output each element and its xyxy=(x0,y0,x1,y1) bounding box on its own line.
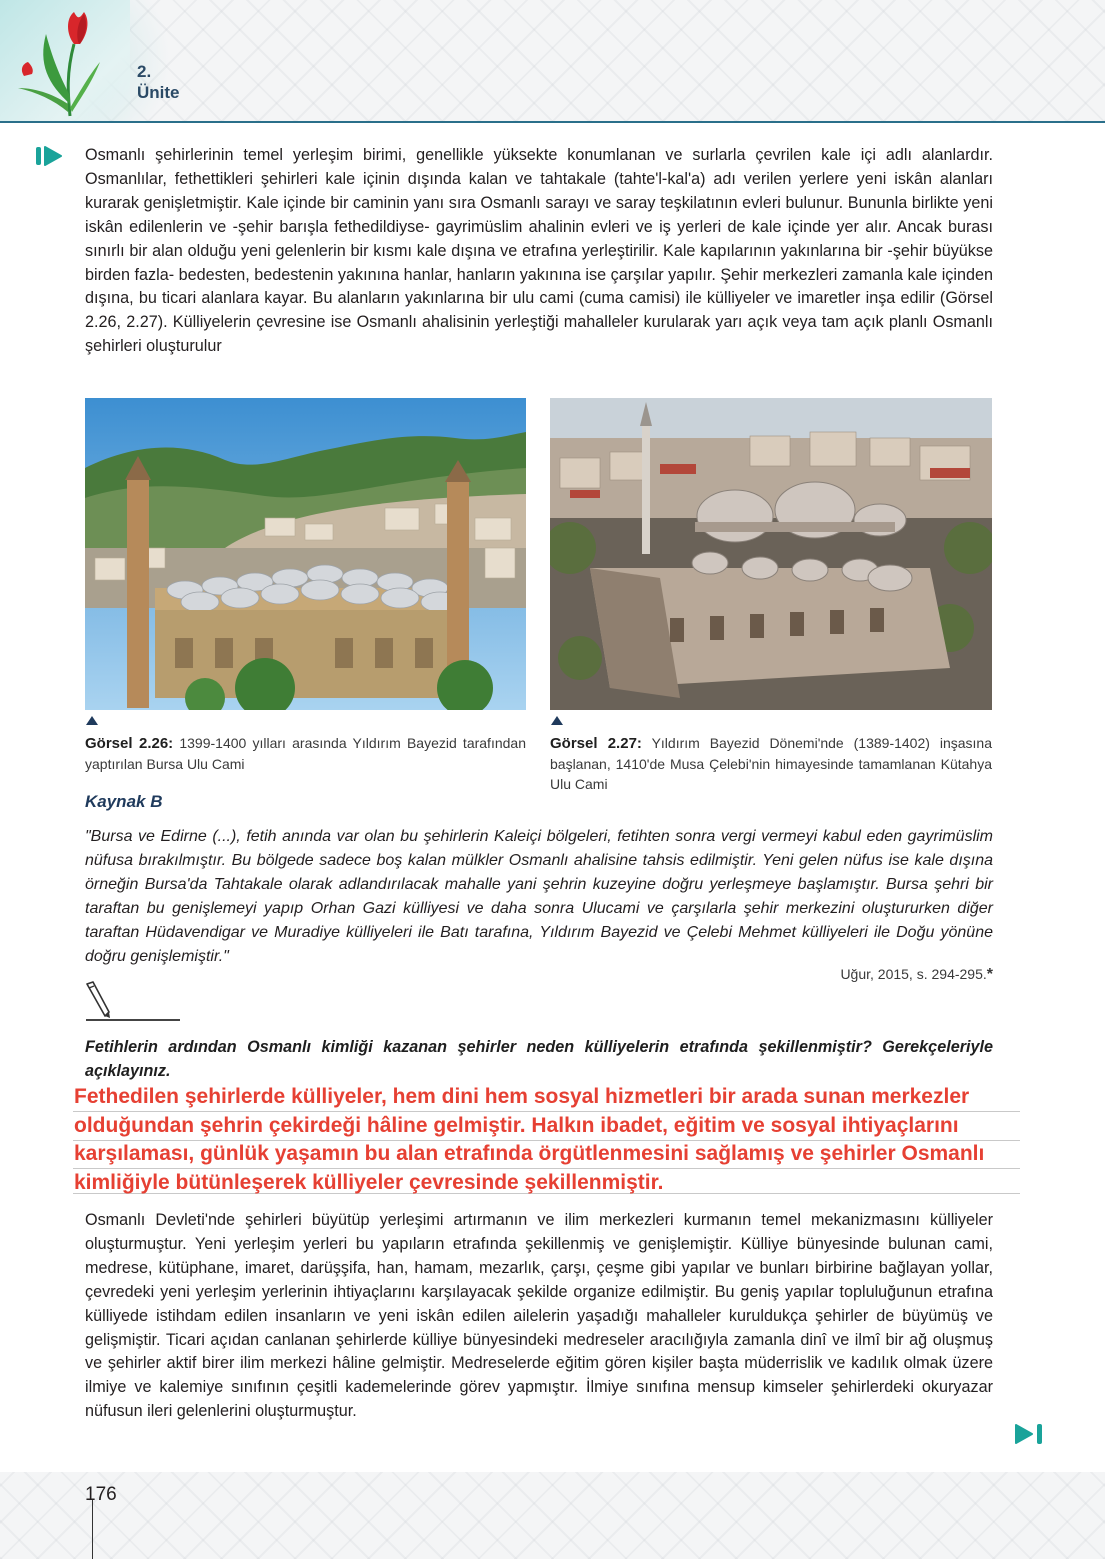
footer-rule xyxy=(92,1500,93,1559)
unit-label: Ünite xyxy=(137,83,180,102)
section-end-icon xyxy=(1014,1423,1044,1445)
source-citation xyxy=(840,966,993,984)
figure-2-26-text: 1399-1400 yılları arasında Yıldırım Bayezid tarafından yaptırılan Bursa Ulu Cami xyxy=(85,735,526,772)
source-quote: "Bursa ve Edirne (...), fetih anında var olan bu şehirlerin Kaleiçi bölgeleri, fetihten sonra vergi vermeyi kabul eden gayrimüslim nüfusa bırakılmıştır. Bu bölgede sadece boş kalan mülkler Osmanlı ahalisine tahsis edilmiştir. Yeni gelen nüfus ise kale dışına örneğin Bursa'da Tahtakale olarak adlandırılacak mahalle yani şehrin kuzeyine doğru yerleşmeye başlamıştır. Bursa şehri bir taraftan bu genişlemeyi yapıp Orhan Gazi külliyesi ve daha sonra Ulucami ve çarşılarla şehir merkezini oluştururken diğer taraftan Hüdavendigar ve Muradiye külliyeleri ile Batı tarafına, Yıldırım Bayezid ve Çelebi Mehmet külliyeleri ile Doğu yönüne doğru genişlemiştir." xyxy=(85,828,993,965)
unit-heading xyxy=(137,62,180,104)
footer-band xyxy=(0,1472,1105,1559)
source-title: Kaynak B xyxy=(85,792,163,811)
citation-text: Uğur, 2015, s. 294-295. xyxy=(840,966,987,982)
unit-number: 2. xyxy=(137,62,152,81)
figure-2-27-marker xyxy=(551,716,563,725)
figure-2-26-caption xyxy=(85,733,526,774)
intro-paragraph: Osmanlı şehirlerinin temel yerleşim birimi, genellikle yüksekte konumlanan ve surlarla çevrilen kale içi adlı alanlardır. Osmanlılar, fethettikleri şehirleri kale içinin dışında kalan ve tahtakale (tahte'l-kal'a) adı verilen yerlere yeni iskân alanları kurarak genişletmiştir. Kale içinde bir caminin yanı sıra Osmanlı sarayı ve saray teşkilatının evleri bulunur. Bununla birlikte yeni iskân edilenlerin ve -şehir barışla fethedildiyse- gayrimüslim ahalinin evleri ve iş yerleri de kale içinde yer alır. Ancak burası sınırlı bir alan olduğu yeni gelenlerin bir kısmı kale dışına ve etrafına yerleştirilir. Kale kapılarının yakınlarına bir -şehir büyükse birden fazla- bedesten, bedestenin yakınına hanlar, hanların yakınına ise çarşılar yapılır. Şehir merkezleri zamanla kale içinden dışına, bu ticari alanlara kayar. Bu alanların yakınlarına bir ulu cami (cuma camisi) ile külliyeler ve imaretler inşa edilir (Görsel 2.26, 2.27). Külliyelerin çevresine ise Osmanlı ahalisinin yerleştiği mahalleler kurularak yarı açık veya tam açık planlı Osmanlı şehirleri oluşturulur xyxy=(85,146,993,356)
citation-mark: * xyxy=(986,966,993,983)
figure-2-27-text: Yıldırım Bayezid Dönemi'nde (1389-1402) inşasına başlanan, 1410'de Musa Çelebi'nin himayesinde tamamlanan Kütahya Ulu Cami xyxy=(550,735,992,792)
kulliye-paragraph: Osmanlı Devleti'nde şehirleri büyütüp yerleşimi artırmanın ve ilim merkezleri kurmanın temel mekanizmasını külliyeler oluşturmuştur. Yeni yerleşim yerleri bu yapıların etrafında şekillenmiş ve genişlemiştir. Külliye bünyesinde bulunan cami, medrese, kütüphane, imaret, darüşşifa, han, hamam, mezarlık, çarşı, çeşme gibi yapılar ve bunları birbirine bağlayan yollar, çevredeki yeni yerleşim yerlerinin ihtiyaçlarını karşılayacak şekilde organize edilmiştir. Bu geniş yapılar topluluğunun etrafına külliyede istihdam edilen insanların ve yeni iskân edilen ailelerin yaşadığı mahalleler kuruldukça şehirler de büyümüş ve gelişmiştir. Ticari açıdan canlanan şehirlerde külliye bünyesindeki medreseler aracılığıyla zamanla dinî ve ilmî bir ağ oluşmuş ve şehirler aktif birer ilim merkezi hâline gelmiştir. Medreselerde eğitim gören kişiler başta müderrislik ve kadılık olmak üzere ilmiye ve kalemiye sınıfının çeşitli kademelerinde görev yapmıştır. İlmiye sınıfına mensup kimseler şehirlerdeki okuryazar nüfusun ileri gelenlerini oluşturmuştur. xyxy=(85,1211,993,1421)
figure-2-27-photo xyxy=(550,398,992,710)
figure-2-27-caption xyxy=(550,733,992,794)
pencil-icon xyxy=(83,980,113,1020)
header-divider xyxy=(0,121,1105,123)
tulip-icon xyxy=(8,4,118,119)
question-text: Fetihlerin ardından Osmanlı kimliği kazanan şehirler neden külliyelerin etrafında şekillenmiştir? Gerekçeleriyle açıklayınız. xyxy=(85,1038,993,1080)
section-start-icon xyxy=(36,146,64,166)
figure-2-26-marker xyxy=(86,716,98,725)
pencil-underline xyxy=(86,1019,180,1021)
answer-text[interactable]: Fethedilen şehirlerde külliyeler, hem dini hem sosyal hizmetleri bir arada sunan merkezler olduğundan şehrin çekirdeği hâline gelmiştir. Halkın ibadet, eğitim ve sosyal ihtiyaçlarını karşılaması, günlük yaşamın bu alan etrafında örgütlenmesini sağlamış ve şehirler Osmanlı kimliğiyle bütünleşerek külliyeler çevresinde şekillenmiştir. xyxy=(74,1085,985,1194)
figure-2-26-label: Görsel 2.26: xyxy=(85,735,174,752)
page-number: 176 xyxy=(85,1484,117,1505)
figure-2-26-photo xyxy=(85,398,526,710)
figure-2-27-label: Görsel 2.27: xyxy=(550,735,642,752)
